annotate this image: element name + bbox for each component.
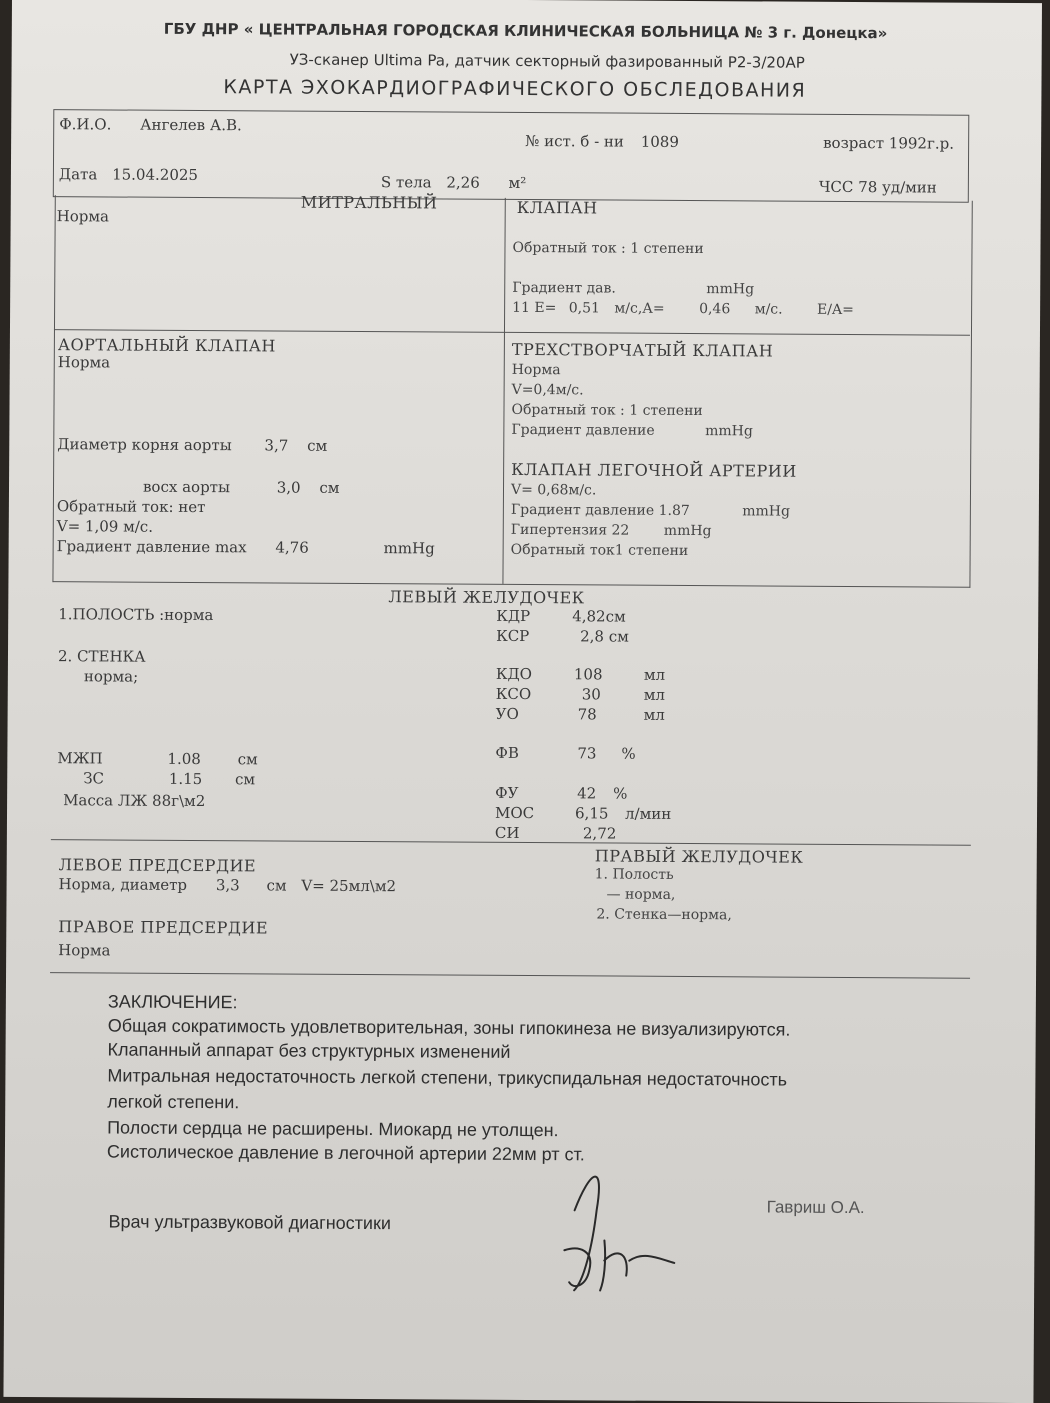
mitral-regurg: Обратный ток : 1 степени <box>512 239 704 258</box>
lv-param-value: 2,8 см <box>580 627 629 646</box>
lv-param-row <box>495 744 635 763</box>
mitral-gradient-unit: mmHg <box>706 281 755 298</box>
form-title: КАРТА ЭХОКАРДИОГРАФИЧЕСКОГО ОБСЛЕДОВАНИЯ <box>223 76 807 102</box>
tricuspid-gradient-unit: mmHg <box>705 423 753 440</box>
ivs-row <box>57 749 257 768</box>
pulmonary-regurg: Обратный ток1 степени <box>510 541 689 559</box>
atria-bottom-line <box>50 972 970 979</box>
history-number: 1089 <box>640 132 679 151</box>
ra-status: Норма <box>58 941 111 960</box>
lv-param-label: ФУ <box>495 783 519 802</box>
lv-param-label: СИ <box>494 823 520 842</box>
document-sheet <box>3 0 1042 1403</box>
ivs-label: МЖП <box>57 749 103 768</box>
lv-cavity: 1.ПОЛОСТЬ :норма <box>58 605 214 625</box>
pw-row <box>83 769 255 788</box>
age-row <box>823 134 954 153</box>
conclusion-line: Систолическое давление в легочной артерии 22мм рт ст. <box>106 1141 585 1165</box>
pw-value: 1.15 <box>168 769 203 789</box>
aortic-gradient-unit: mmHg <box>383 539 435 558</box>
doctor-role: Врач ультразвуковой диагностики <box>108 1211 391 1234</box>
conclusion-heading: ЗАКЛЮЧЕНИЕ: <box>107 991 238 1013</box>
pulmonary-hypertension-row <box>511 522 712 539</box>
lv-param-label: МОС <box>494 803 535 823</box>
bsa-value: 2,26 <box>446 173 480 192</box>
lv-param-row <box>496 685 665 704</box>
lv-param-unit: % <box>621 744 636 763</box>
aortic-root-value: 3,7 <box>264 436 289 455</box>
pw-label: ЗС <box>83 769 105 788</box>
la-label: Норма, диаметр <box>58 875 188 894</box>
lv-param-value: 30 <box>581 685 601 704</box>
lv-param-label: КСО <box>495 684 532 704</box>
exam-date: 15.04.2025 <box>112 165 199 184</box>
lv-mass: Масса ЛЖ 88г\м2 <box>63 791 206 811</box>
lv-param-label: УО <box>495 704 519 723</box>
history-row <box>525 132 679 151</box>
bsa-unit: м² <box>508 173 527 192</box>
aortic-root-row <box>57 435 327 455</box>
ascending-aorta-unit: см <box>319 478 340 497</box>
lv-heading: ЛЕВЫЙ ЖЕЛУДОЧЕК <box>388 587 585 608</box>
ascending-aorta-label: восх аорты <box>142 477 230 497</box>
mitral-gradient-row <box>512 280 754 297</box>
lv-param-row <box>496 627 629 646</box>
lv-param-row <box>496 607 626 626</box>
mitral-e-unit: м/с,А= <box>614 300 665 317</box>
handwritten-signature <box>534 1150 695 1301</box>
lv-param-label: ФВ <box>495 743 519 762</box>
tricuspid-heading: ТРЕХСТВОРЧАТЫЙ КЛАПАН <box>511 339 774 361</box>
lv-param-value: 73 <box>577 744 597 763</box>
mitral-status: Норма <box>56 207 110 226</box>
lv-param-unit: л/мин <box>624 804 672 823</box>
pw-unit: см <box>234 770 256 789</box>
conclusion-line: Полости сердца не расширены. Миокард не утолщен. <box>107 1117 559 1141</box>
mitral-gradient-label: Градиент дав. <box>512 279 616 297</box>
lv-param-value: 42 <box>577 784 597 803</box>
tricuspid-gradient-label: Градиент давление <box>511 421 655 439</box>
aortic-root-label: Диаметр корня аорты <box>57 435 232 455</box>
mitral-heading-left: МИТРАЛЬНЫЙ <box>300 192 438 213</box>
lv-wall: 2. СТЕНКА <box>57 647 146 666</box>
rv-cavity: 1. Полость <box>594 866 674 883</box>
mitral-a-value: 0,46 <box>699 301 731 318</box>
aortic-heading: АОРТАЛЬНЫЙ КЛАПАН <box>57 335 276 356</box>
la-heading: ЛЕВОЕ ПРЕДСЕРДИЕ <box>58 855 257 876</box>
mitral-e-value: 0,51 <box>568 300 601 317</box>
pulmonary-gradient-row <box>511 502 790 520</box>
aortic-gradient-value: 4,76 <box>275 538 309 557</box>
tricuspid-status: Норма <box>511 361 561 379</box>
mitral-ea-ratio: E/A= <box>817 301 854 319</box>
aortic-gradient-label: Градиент давление max <box>56 537 247 557</box>
lv-param-unit: мл <box>643 705 665 724</box>
ivs-unit: см <box>237 750 258 769</box>
age-label: возраст <box>823 133 885 153</box>
mitral-a-unit: м/с. <box>754 301 783 318</box>
lv-param-row <box>495 824 617 843</box>
lv-param-row <box>496 705 665 724</box>
bsa-label: S тела <box>380 173 432 192</box>
device-line: УЗ-сканер Ultima Pa, датчик секторный фазированный P2-3/20AP <box>289 50 805 72</box>
rv-cavity-status: — норма, <box>606 886 676 903</box>
date-label: Дата <box>58 165 98 184</box>
patient-name: Ангелев А.В. <box>140 115 242 135</box>
ascending-aorta-row <box>143 478 340 497</box>
doctor-name: Гавриш О.А. <box>766 1197 865 1218</box>
tricuspid-gradient-row <box>511 422 753 439</box>
mitral-e-label: 11 E= <box>512 299 557 317</box>
name-label: Ф.И.О. <box>59 115 112 134</box>
tricuspid-regurg: Обратный ток : 1 степени <box>511 401 703 420</box>
lv-param-row <box>495 804 671 823</box>
tricuspid-velocity: V=0,4м/с. <box>511 381 584 399</box>
lv-wall-status: норма; <box>83 667 139 686</box>
la-diameter: 3,3 <box>215 876 240 895</box>
lv-param-value: 6,15 <box>574 804 609 823</box>
lv-param-unit: мл <box>643 685 666 704</box>
lv-param-unit: % <box>613 784 628 803</box>
conclusion-line: Общая сократимость удовлетворительная, зоны гипокинеза не визуализируются. <box>107 1015 791 1040</box>
rv-wall: 2. Стенка—норма, <box>596 906 732 924</box>
ivs-value: 1.08 <box>167 749 201 769</box>
lv-param-unit: мл <box>643 665 666 684</box>
lv-param-label: КСР <box>496 626 530 646</box>
lv-param-value: 108 <box>573 665 603 684</box>
ascending-aorta-value: 3,0 <box>276 478 301 497</box>
name-row <box>59 115 242 134</box>
lv-param-value: 4,82см <box>572 607 626 626</box>
lv-param-value: 2,72 <box>582 824 617 843</box>
conclusion-line: Митральная недостаточность легкой степени, трикуспидальная недостаточность <box>107 1065 788 1090</box>
mitral-heading-right: КЛАПАН <box>516 197 598 218</box>
pulmonary-velocity: V= 0,68м/с. <box>510 481 597 499</box>
pulmonary-gradient-label: Градиент давление 1.87 <box>510 501 690 520</box>
aortic-gradient-row <box>57 537 435 557</box>
aortic-regurg: Обратный ток: нет <box>56 497 206 517</box>
institution-title: ГБУ ДНР « ЦЕНТРАЛЬНАЯ ГОРОДСКАЯ КЛИНИЧЕСКАЯ БОЛЬНИЦА № 3 г. Донецка» <box>163 19 888 43</box>
pulmonary-gradient-unit: mmHg <box>742 503 791 520</box>
lv-param-row <box>496 665 665 684</box>
aortic-status: Норма <box>57 353 111 372</box>
aortic-root-unit: см <box>307 436 328 455</box>
bsa-row <box>381 173 526 192</box>
lv-param-value: 78 <box>577 705 597 724</box>
heart-rate: ЧСС 78 уд/мин <box>818 177 937 197</box>
lv-param-row <box>495 784 627 803</box>
pulmonary-hypertension-unit: mmHg <box>663 522 712 540</box>
la-diameter-unit: см <box>266 876 287 895</box>
pulmonary-hypertension-label: Гипертензия 22 <box>510 521 630 539</box>
lv-param-label: КДР <box>496 606 531 626</box>
date-row <box>59 165 198 184</box>
rv-heading: ПРАВЫЙ ЖЕЛУДОЧЕК <box>594 846 804 867</box>
pulmonary-heading: КЛАПАН ЛЕГОЧНОЙ АРТЕРИИ <box>511 459 797 481</box>
age-value: 1992г.р. <box>888 134 955 153</box>
conclusion-line: легкой степени. <box>107 1091 240 1113</box>
la-volume: V= 25мл\м2 <box>301 876 397 896</box>
lv-param-label: КДО <box>495 664 533 684</box>
mitral-ea-row <box>512 300 854 318</box>
la-row <box>59 875 397 895</box>
ra-heading: ПРАВОЕ ПРЕДСЕРДИЕ <box>58 917 269 938</box>
history-label: № ист. б - ни <box>525 131 625 151</box>
aortic-velocity: V= 1,09 м/с. <box>56 517 154 536</box>
conclusion-line: Клапанный аппарат без структурных изменений <box>107 1039 511 1062</box>
